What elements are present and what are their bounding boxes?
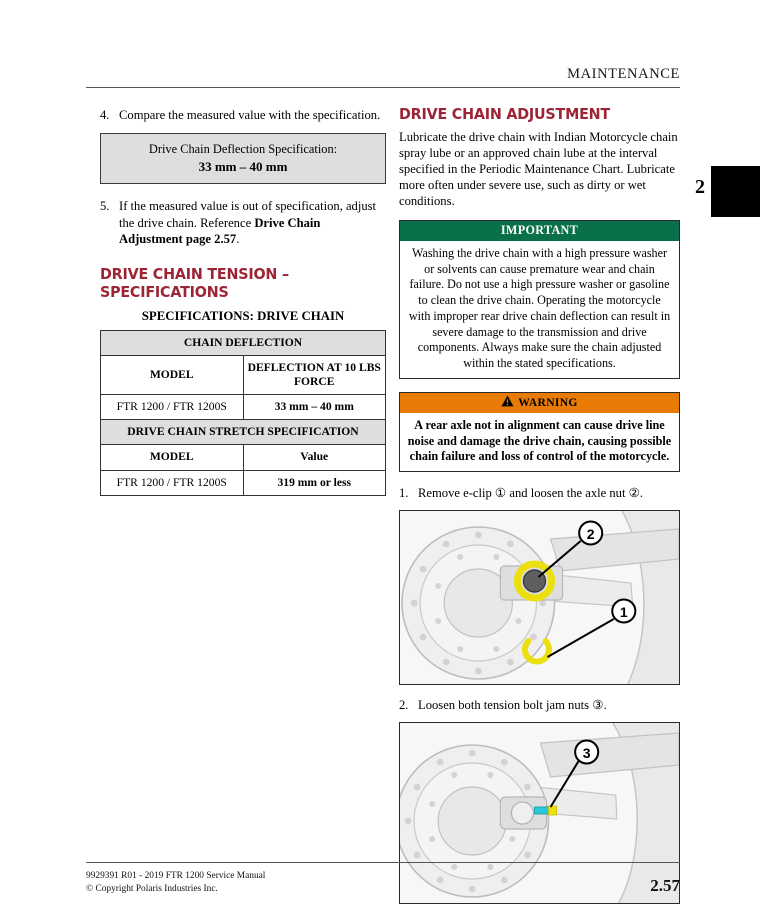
- footer-copyright: [86, 870, 265, 896]
- deflection-spec-value: 33 mm – 40 mm: [198, 158, 288, 174]
- chapter-number: 2: [695, 176, 705, 198]
- footer-manual-id: 9929391 R01 - 2019 FTR 1200 Service Manual: [86, 871, 266, 881]
- table-row: [101, 330, 386, 355]
- section-heading-drive-chain-adjustment: DRIVE CHAIN ADJUSTMENT: [399, 105, 610, 123]
- chain-deflection-col-force: DEFLECTION AT 10 LBS FORCE: [243, 355, 386, 394]
- step-5: [100, 198, 386, 246]
- chain-stretch-spec-value: 319 mm or less: [243, 470, 386, 495]
- left-column: [100, 107, 386, 496]
- step-5-text-after: .: [236, 231, 240, 246]
- svg-text:3: 3: [582, 745, 591, 762]
- right-column: [399, 105, 680, 916]
- warning-callout-header: [400, 393, 679, 413]
- svg-text:2: 2: [586, 526, 595, 543]
- chain-deflection-col-model: MODEL: [101, 355, 244, 394]
- important-callout-title: IMPORTANT: [400, 221, 679, 241]
- step-1: [399, 485, 680, 501]
- figure-1-illustration: [400, 511, 679, 684]
- important-callout: [399, 220, 680, 379]
- step-5-text: [119, 198, 386, 246]
- step-5-number: 5.: [100, 199, 110, 214]
- deflection-spec-label: Drive Chain Deflection Specification:: [148, 142, 338, 157]
- table-title: SPECIFICATIONS: DRIVE CHAIN: [141, 308, 345, 323]
- table-row: [101, 470, 386, 495]
- page-footer: [86, 862, 680, 896]
- chain-deflection-model-value: FTR 1200 / FTR 1200S: [101, 395, 244, 420]
- chain-stretch-col-model: MODEL: [101, 445, 244, 470]
- step-2: [399, 697, 680, 713]
- chapter-tab: [711, 166, 760, 217]
- deflection-spec-box: [100, 133, 386, 184]
- drive-chain-adjustment-intro: Lubricate the drive chain with Indian Motorcycle chain spray lube or an approved chain lube at the interval specified in the Periodic Maintenance Chart. Lubricate more often under severe use, such as dirty or wet conditions.: [399, 130, 678, 208]
- header-divider: [86, 87, 680, 88]
- step-4-number: 4.: [100, 108, 110, 122]
- chain-stretch-col-value: Value: [243, 445, 386, 470]
- page-header: [86, 66, 680, 88]
- step-5-text-before: If the measured value is out of specification, adjust the drive chain. Reference: [119, 199, 377, 230]
- section-heading-drive-chain-tension: DRIVE CHAIN TENSION – SPECIFICATIONS: [100, 264, 289, 301]
- step-5-reference: Drive Chain Adjustment page 2.57: [119, 215, 321, 246]
- step-4: [100, 107, 386, 123]
- chain-deflection-group-header: CHAIN DEFLECTION: [101, 330, 386, 355]
- step-1-number: 1.: [399, 486, 409, 501]
- table-row: [101, 420, 386, 445]
- step-2-number: 2.: [399, 698, 409, 713]
- table-row: [101, 395, 386, 420]
- step-1-text: Remove e-clip ① and loosen the axle nut ②.: [418, 486, 644, 501]
- drive-chain-spec-table: [100, 330, 386, 496]
- chain-deflection-spec-value: 33 mm – 40 mm: [243, 395, 386, 420]
- figure-axle-nut-eclip: [399, 510, 680, 685]
- table-row: [101, 355, 386, 394]
- warning-callout-title: WARNING: [518, 395, 578, 409]
- chain-stretch-model-value: FTR 1200 / FTR 1200S: [101, 470, 244, 495]
- warning-callout-body: A rear axle not in alignment can cause drive line noise and damage the drive chain, causing possible chain failure and loss of control of the motorcycle.: [407, 417, 672, 464]
- footer-copyright-line: © Copyright Polaris Industries Inc.: [86, 883, 218, 894]
- important-callout-body: Washing the drive chain with a high pressure washer or solvents can cause premature wear and chain failure. Do not use a high pressure washer or gasoline to clean the drive chain. Operating the motorcycle with improper rear drive chain deflection can result in severe damage to the transmission and drive components. Always make sure the chain adjusted within the stated specifications.: [408, 245, 671, 370]
- warning-triangle-icon: [501, 395, 514, 410]
- step-2-text: Loosen both tension bolt jam nuts ③.: [418, 698, 607, 713]
- table-row: [101, 445, 386, 470]
- warning-callout: [399, 392, 680, 473]
- step-4-text: Compare the measured value with the specification.: [119, 108, 381, 122]
- chain-stretch-group-header: DRIVE CHAIN STRETCH SPECIFICATION: [101, 420, 386, 445]
- page-title: MAINTENANCE: [567, 66, 680, 82]
- svg-text:1: 1: [619, 604, 628, 621]
- page-number: 2.57: [650, 875, 680, 895]
